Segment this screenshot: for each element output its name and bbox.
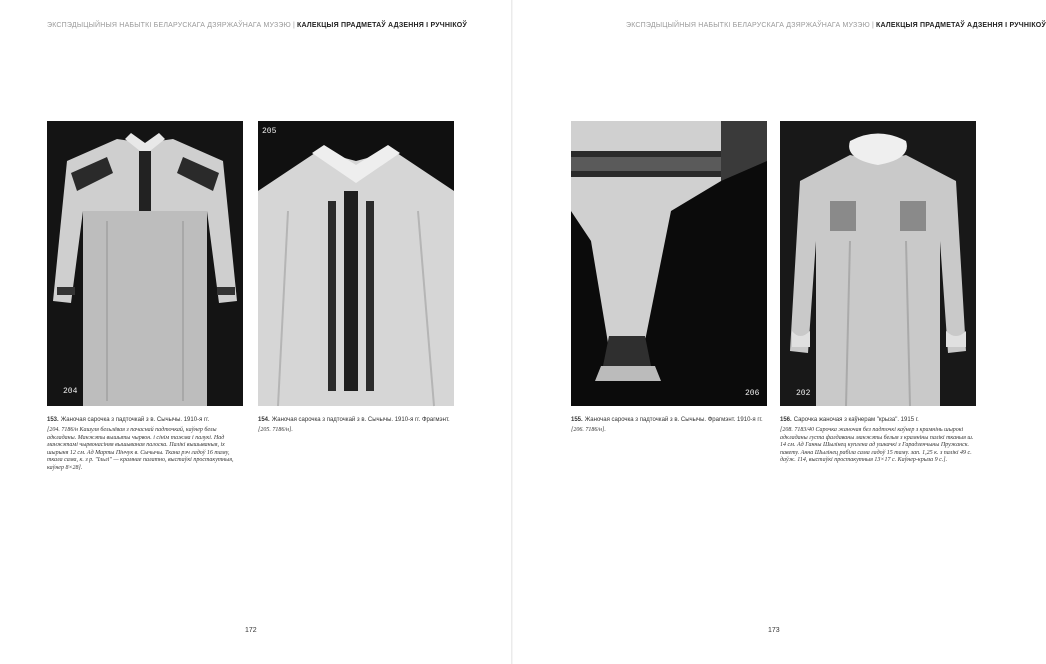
running-header-left xyxy=(47,22,467,29)
page-number-right: 173 xyxy=(768,627,780,634)
header-collection: КАЛЕКЦЫЯ ПРАДМЕТАЎ АДЗЕННЯ І РУЧНІКОЎ xyxy=(296,22,467,29)
caption-title-text: Сарочка жаночая з каўнерам "крыза". 1915 г. xyxy=(793,417,919,423)
caption-number: 156. xyxy=(780,417,792,423)
sleeve-illustration-206 xyxy=(571,121,767,406)
left-page xyxy=(0,0,512,664)
plate-number: 206 xyxy=(745,389,760,398)
caption-number: 155. xyxy=(571,417,583,423)
photo-plate-205 xyxy=(258,121,454,406)
caption-body: [208. 7183/40 Сарочка жаночая без падточкі каўнер з крамнінь шырокі адкладаны густа фалдаваны манжэты белыя з крамніны палікі тканыя ш. 14 см. Ад Ганны Шылінец куплена ад ушкачкі з Гарадзенчыны Пружанск. павету. Анна Шылінец рабіла сама гадоў 15 таму. зап. 1,25 к. з палікі 49 с. даўж. 114, выстаўкі простакутныя 13×17 с. Каўнер-крыза 9 с.]. xyxy=(780,427,974,464)
caption-title xyxy=(47,416,243,424)
plate-number: 204 xyxy=(63,387,78,396)
photo-plate-206 xyxy=(571,121,767,406)
caption-number: 153. xyxy=(47,417,59,423)
caption-number: 154. xyxy=(258,417,270,423)
header-separator: | xyxy=(292,22,295,29)
caption-title xyxy=(780,416,976,424)
caption-title-text: Жаночая сарочка з падточкай з в. Сычычы. 1910-я гг. Фрагмэнт. xyxy=(271,417,450,423)
plate-number: 205 xyxy=(262,127,277,136)
caption-body: [205. 7186/н]. xyxy=(258,427,293,433)
running-header-right xyxy=(626,22,1046,29)
shirt-illustration-205 xyxy=(258,121,454,406)
shirt-illustration-202 xyxy=(780,121,976,406)
caption-153 xyxy=(47,416,243,473)
caption-156 xyxy=(780,416,976,465)
shirt-illustration-204 xyxy=(47,121,243,406)
page-number-left: 172 xyxy=(245,627,257,634)
caption-body: [204. 7186/н Кашуля бельлёвая з пачаснай падточкай, каўнер белы адкладаны. Манжэты вышыты чырвон. і сінім тажма і палукі. Над манжэтамі чырвонасіняя вышываная палоска. Палікі вышываныя, іх шырыня 12 см. Ад Марты Пінчук в. Сычычы. Ткана рэч гадоў 16 таму, ткала сама, к. з р. "Ільлі" — крамнае палатно, выстаўкі простакутныя, каўнер 8×28]. xyxy=(47,427,234,471)
header-series: ЭКСПЭДЫЦЫЙНЫЯ НАБЫТКІ БЕЛАРУСКАГА ДЗЯРЖАЎНАГА МУЗЭЮ xyxy=(47,22,291,29)
plate-number: 202 xyxy=(796,389,811,398)
header-collection: КАЛЕКЦЫЯ ПРАДМЕТАЎ АДЗЕННЯ І РУЧНІКОЎ xyxy=(875,22,1046,29)
caption-title-text: Жаночая сарочка з падточкай з в. Сычычы. 1910-я гг. xyxy=(60,417,210,423)
caption-body: [206. 7186/н]. xyxy=(571,427,606,433)
right-page xyxy=(512,0,1046,664)
photo-plate-202 xyxy=(780,121,976,406)
caption-title-text: Жаночая сарочка з падточкай з в. Сычычы. Фрагмэнт. 1910-я гг. xyxy=(584,417,763,423)
caption-title xyxy=(258,416,454,424)
photo-plate-204 xyxy=(47,121,243,406)
caption-title xyxy=(571,416,767,424)
header-separator: | xyxy=(871,22,874,29)
caption-154 xyxy=(258,416,454,435)
caption-155 xyxy=(571,416,767,435)
header-series: ЭКСПЭДЫЦЫЙНЫЯ НАБЫТКІ БЕЛАРУСКАГА ДЗЯРЖАЎНАГА МУЗЭЮ xyxy=(626,22,870,29)
